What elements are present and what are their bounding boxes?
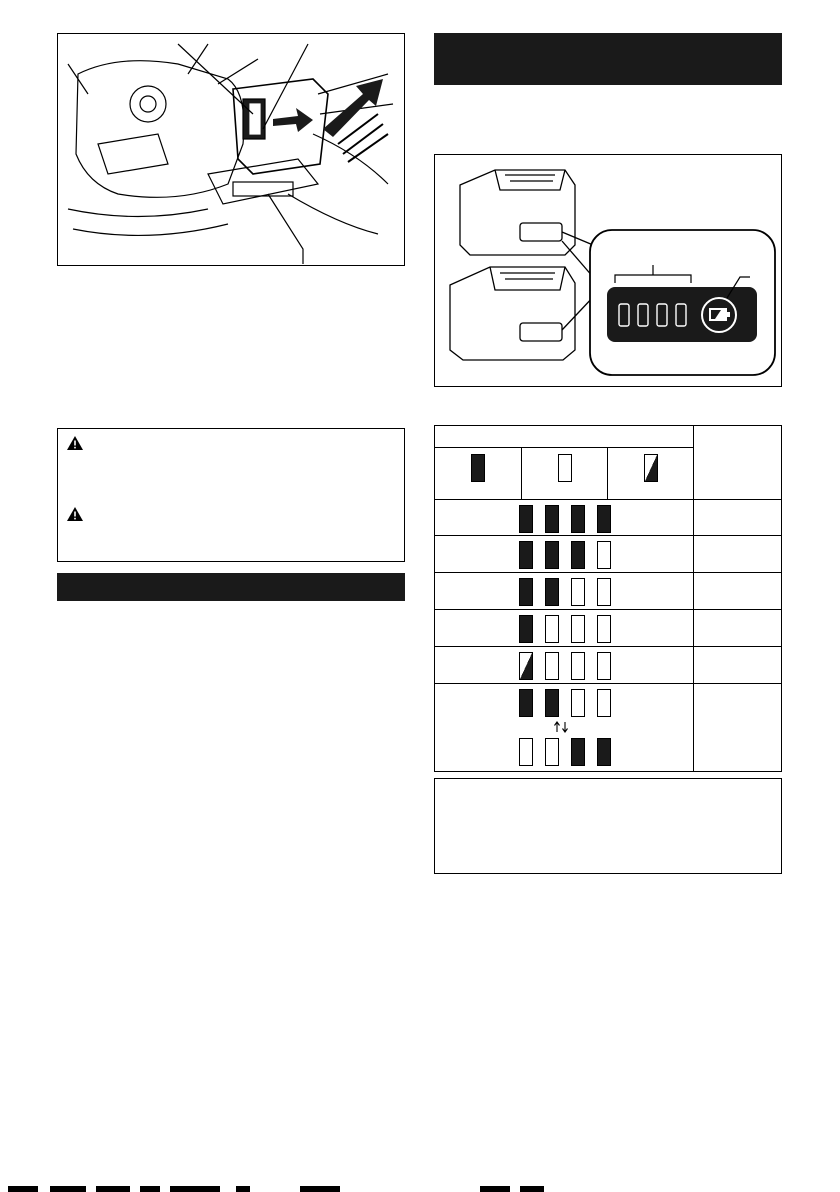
indicator-table <box>434 425 782 772</box>
warning-icon <box>66 435 84 451</box>
section-header-bar-right <box>434 33 782 85</box>
tool-illustration <box>58 34 404 265</box>
warning-icon <box>66 506 84 522</box>
footer-strip <box>0 1186 840 1192</box>
legend-off-icon <box>558 454 572 482</box>
legend-lit-icon <box>471 454 485 482</box>
figure-battery-indicator <box>434 154 782 387</box>
alternate-arrows-icon <box>553 721 569 733</box>
legend-blinking-icon <box>644 454 658 482</box>
slide-arrow <box>273 108 313 132</box>
note-box <box>434 778 782 874</box>
battery-illustration <box>435 155 781 386</box>
figure-tool-battery-removal <box>57 33 405 266</box>
warning-box <box>57 428 405 562</box>
section-header-bar <box>57 573 405 601</box>
pull-arrow <box>323 79 383 137</box>
